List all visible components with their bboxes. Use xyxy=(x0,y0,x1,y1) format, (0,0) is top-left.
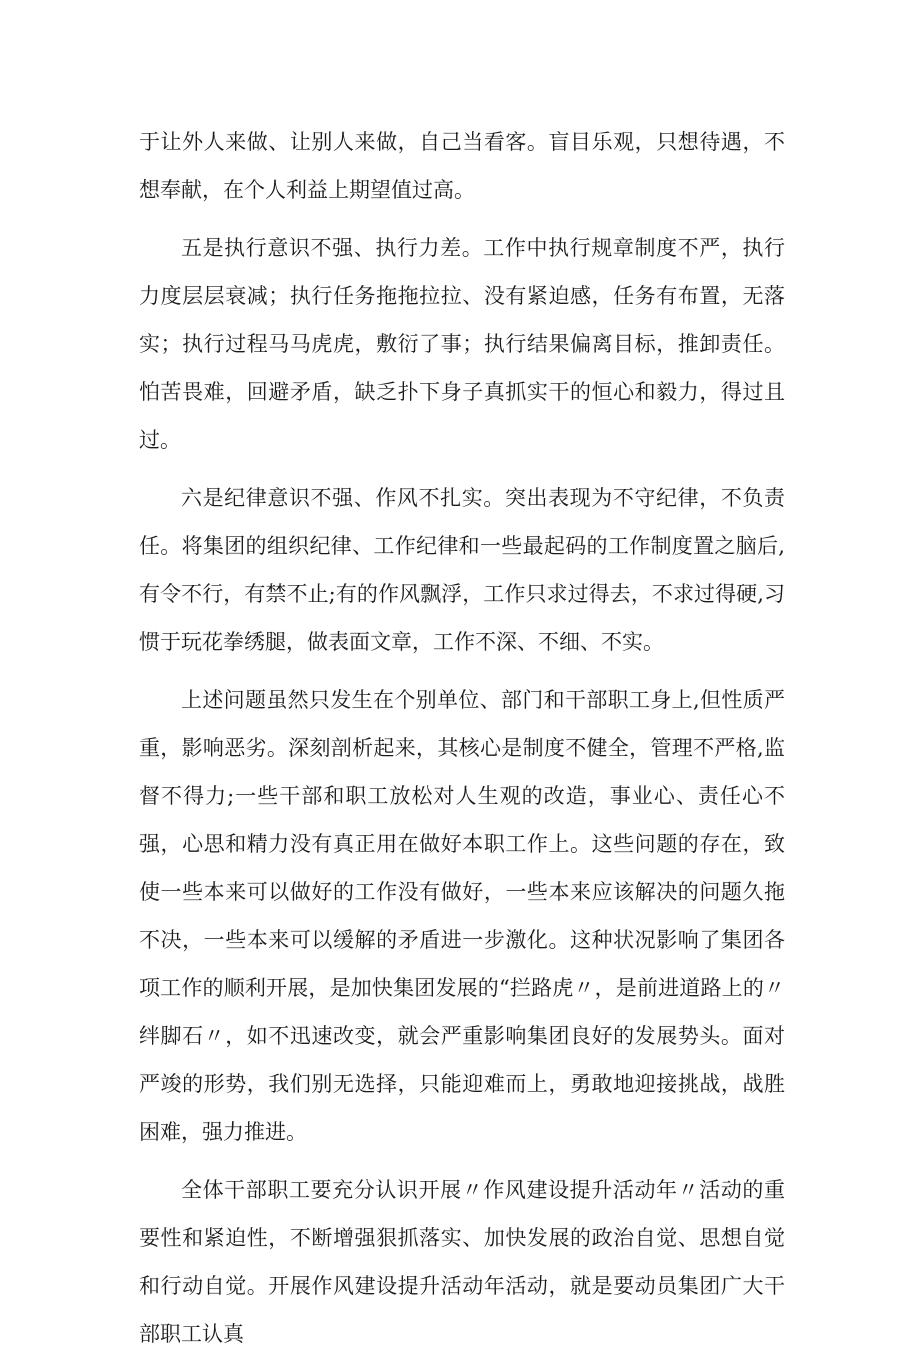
paragraph-execution: 五是执行意识不强、执行力差。工作中执行规章制度不严，执行力度层层衰减；执行任务拖拖拉拉、没有紧迫感，任务有布置，无落实；执行过程马马虎虎，敷衍了事；执行结果偏离目标，推卸责任。怕苦畏难，回避矛盾，缺乏扑下身子真抓实干的恒心和毅力，得过且过。 xyxy=(139,236,785,452)
document-body xyxy=(139,118,785,1358)
paragraph-continuation: 于让外人来做、让别人来做，自己当看客。盲目乐观，只想待遇，不想奉献，在个人利益上期望值过高。 xyxy=(139,130,785,202)
paragraph-call-to-action: 全体干部职工要充分认识开展〃作风建设提升活动年〃活动的重要性和紧迫性，不断增强狠抓落实、加快发展的政治自觉、思想自觉和行动自觉。开展作风建设提升活动年活动，就是要动员集团广大干部职工认真 xyxy=(139,1178,785,1346)
paragraph-discipline: 六是纪律意识不强、作风不扎实。突出表现为不守纪律，不负责任。将集团的组织纪律、工作纪律和一些最起码的工作制度置之脑后,有令不行，有禁不止;有的作风飘浮，工作只求过得去，不求过得硬,习惯于玩花拳绣腿，做表面文章，工作不深、不细、不实。 xyxy=(139,486,785,654)
paragraph-analysis: 上述问题虽然只发生在个别单位、部门和干部职工身上,但性质严重，影响恶劣。深刻剖析起来，其核心是制度不健全，管理不严格,监督不得力;一些干部和职工放松对人生观的改造，事业心、责任心不强，心思和精力没有真正用在做好本职工作上。这些问题的存在，致使一些本来可以做好的工作没有做好，一些本来应该解决的问题久拖不决，一些本来可以缓解的矛盾进一步激化。这种状况影响了集团各项工作的顺利开展，是加快集团发展的“拦路虎〃，是前进道路上的〃绊脚石〃，如不迅速改变，就会严重影响集团良好的发展势头。面对严竣的形势，我们别无选择，只能迎难而上，勇敢地迎接挑战，战胜困难，强力推进。 xyxy=(139,688,785,1144)
